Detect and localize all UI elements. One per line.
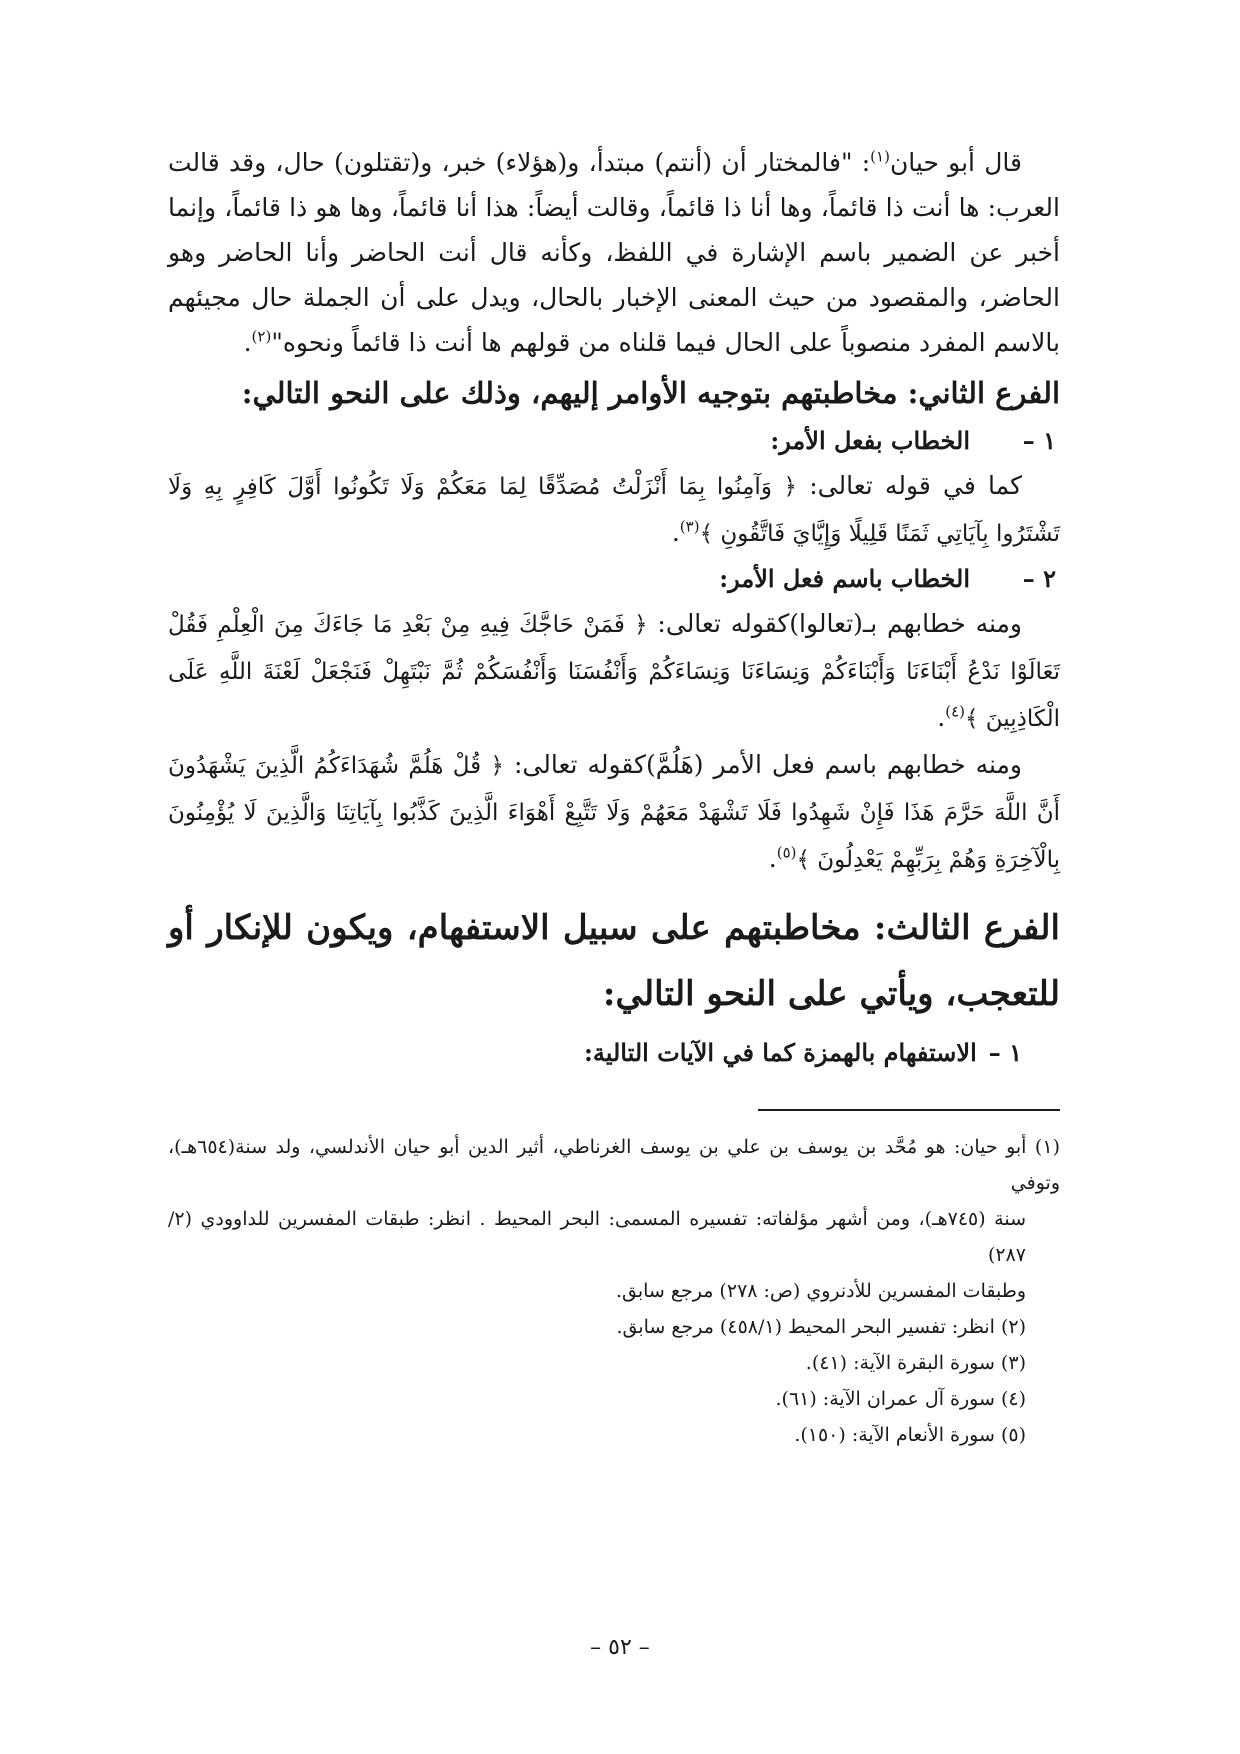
sub-heading-interrogative-hamza [168, 1031, 1060, 1075]
paragraph-lead: ومنه خطابهم باسم فعل الأمر (هَلُمَّ)كقوله تعالى: [504, 750, 1022, 779]
quran-verse: ﴿ فَمَنْ حَاجَّكَ فِيهِ مِنْ بَعْدِ مَا جَاءَكَ مِنَ الْعِلْمِ فَقُلْ تَعَالَوْا نَدْعُ أَبْنَاءَنَا وَأَبْنَاءَكُمْ وَنِسَاءَنَا وَنِسَاءَكُمْ وَأَنْفُسَنَا وَأَنْفُسَكُمْ ثُمَّ نَبْتَهِلْ فَنَجْعَلْ لَعْنَةَ اللَّهِ عَلَى الْكَاذِبِينَ ﴾ [168, 612, 1060, 732]
paragraph-lead: ومنه خطابهم بـ(تعالوا)كقوله تعالى: [647, 609, 1023, 638]
quran-verse: ﴿ قُلْ هَلُمَّ شُهَدَاءَكُمُ الَّذِينَ يَشْهَدُونَ أَنَّ اللَّهَ حَرَّمَ هَذَا فَإِنْ شَهِدُوا فَلَا تَشْهَدْ مَعَهُمْ وَلَا تَتَّبِعْ أَهْوَاءَ الَّذِينَ كَذَّبُوا بِآيَاتِنَا وَالَّذِينَ لَا يُؤْمِنُونَ بِالْآخِرَةِ وَهُمْ بِرَبِّهِمْ يَعْدِلُونَ ﴾ [168, 753, 1060, 873]
sub-heading-number: ٢ – [1022, 564, 1056, 593]
footnote-ref-3[interactable]: (٣) [679, 517, 700, 536]
footnote-3: (٣) سورة البقرة الآية: (٤١). [805, 1352, 1026, 1374]
section-heading-third-branch: الفرع الثالث: مخاطبتهم على سبيل الاستفهام، ويكون للإنكار أو للتعجب، ويأتي على النحو التالي: [168, 908, 1060, 1014]
page-number: – ٥٢ – [590, 1635, 650, 1660]
sub-heading-label: الاستفهام بالهمزة كما في الآيات التالية: [583, 1038, 977, 1067]
paragraph-verse-al-imran [168, 601, 1060, 742]
sub-heading-label: الخطاب باسم فعل الأمر: [719, 564, 970, 593]
page-content [168, 140, 1060, 1453]
paragraph-tail: . [243, 328, 252, 357]
paragraph-verse-baqarah [168, 463, 1060, 557]
footnote-4: (٤) سورة آل عمران الآية: (٦١). [775, 1388, 1026, 1410]
sub-heading-number: ١ – [1022, 426, 1056, 455]
footnote-1-line-3: وطبقات المفسرين للأدنروي (ص: ٢٧٨) مرجع سابق. [615, 1280, 1026, 1302]
sub-heading-number: ١ – [988, 1038, 1022, 1067]
footnote-ref-4[interactable]: (٤) [945, 702, 965, 721]
paragraph-tail: . [768, 844, 777, 873]
paragraph-verse-anam [168, 742, 1060, 883]
paragraph-lead: كما في قوله تعالى: [796, 471, 1022, 500]
footnote-5: (٥) سورة الأنعام الآية: (١٥٠). [794, 1424, 1026, 1446]
section-heading-second-branch: الفرع الثاني: مخاطبتهم بتوجيه الأوامر إليهم، وذلك على النحو التالي: [241, 376, 1060, 410]
paragraph-abu-hayyan-quote [168, 140, 1060, 365]
footnote-2: (٢) انظر: تفسير البحر المحيط (٤٥٨/١) مرجع سابق. [616, 1316, 1026, 1338]
sub-heading-imperative-verb [168, 419, 1060, 463]
footnote-ref-1[interactable]: (١) [870, 147, 890, 166]
sub-heading-label: الخطاب بفعل الأمر: [770, 426, 970, 455]
footnote-1-line-1: (١) أبو حيان: هو مُحَّد بن يوسف بن علي بن يوسف الغرناطي، أثير الدين أبو حيان الأندلسي، ولد سنة(٦٥٤هـ)، وتوفي [168, 1136, 1060, 1194]
footnote-ref-5[interactable]: (٥) [776, 843, 797, 862]
sub-heading-imperative-noun [168, 557, 1060, 601]
footnote-ref-2[interactable]: (٢) [251, 327, 272, 346]
footnotes [168, 1129, 1060, 1453]
paragraph-tail: . [671, 518, 680, 547]
footnote-separator [758, 1109, 1060, 1111]
paragraph-tail: . [937, 703, 946, 732]
paragraph-body: : "فالمختار أن (أنتم) مبتدأ، و(هؤلاء) خبر، و(تقتلون) حال، وقد قالت العرب: ها أنت ذا قائماً، وها أنا ذا قائماً، وقالت أيضاً: هذا أنا قائماً، وها هو ذا قائماً، وإنما أخبر عن الضمير باسم الإشارة في اللفظ، وكأنه قال أنت الحاضر وأنا الحاضر وهو الحاضر، والمقصود من حيث المعنى الإخبار بالحال، ويدل على أن الجملة حال مجيئهم بالاسم المفرد منصوباً على الحال فيما قلناه من قولهم ها أنت ذا قائماً ونحوه" [168, 148, 1060, 357]
paragraph-lead: قال أبو حيان [889, 148, 1022, 177]
quran-verse: ﴿ وَآمِنُوا بِمَا أَنْزَلْتُ مُصَدِّقًا لِمَا مَعَكُمْ وَلَا تَكُونُوا أَوَّلَ كَافِرٍ بِهِ وَلَا تَشْتَرُوا بِآيَاتِي ثَمَنًا قَلِيلًا وَإِيَّايَ فَاتَّقُونِ ﴾ [168, 474, 1060, 547]
footnote-1-line-2: سنة (٧٤٥هـ)، ومن أشهر مؤلفاته: تفسيره المسمى: البحر المحيط . انظر: طبقات المفسرين للداوودي (٢/ ٢٨٧) [168, 1208, 1026, 1266]
